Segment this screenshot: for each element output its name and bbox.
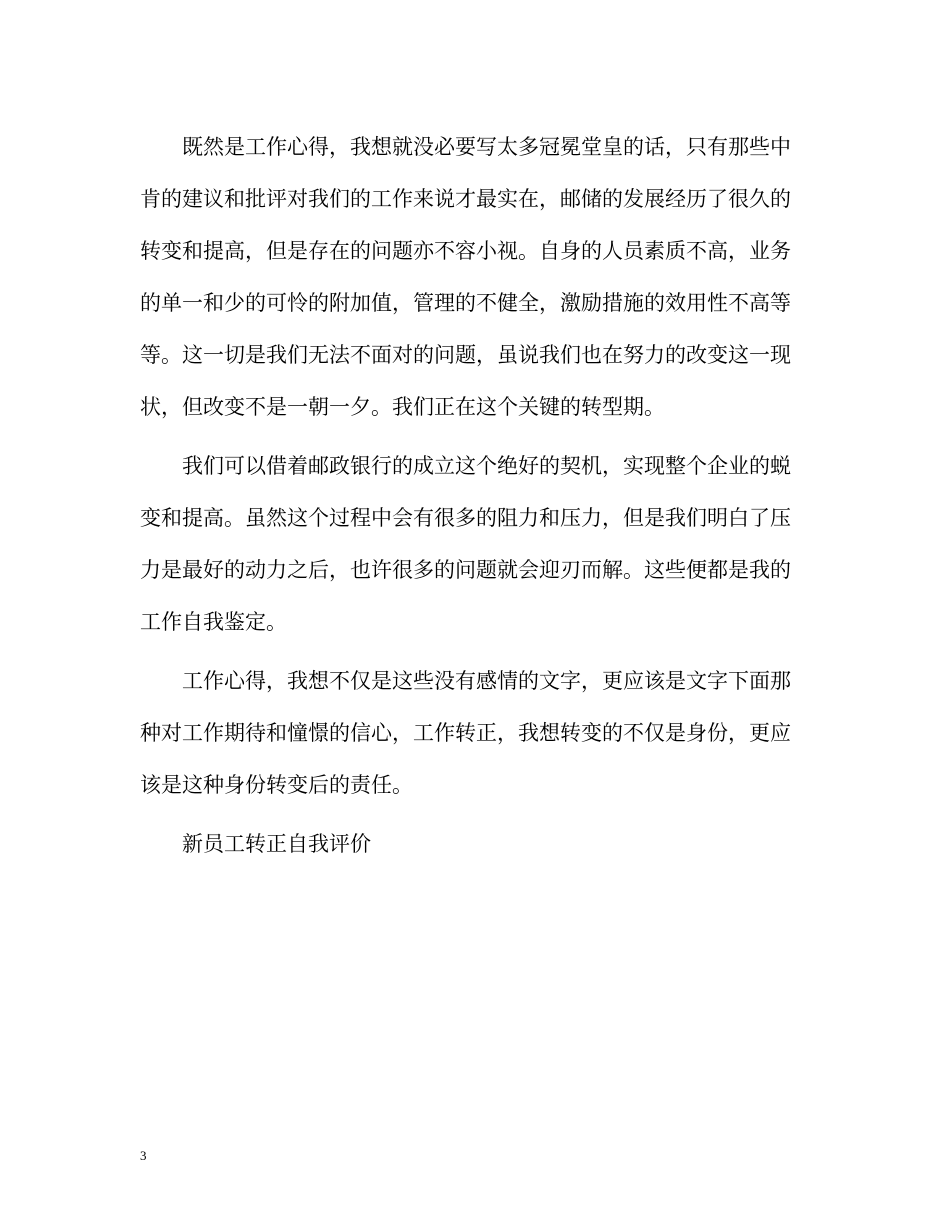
paragraph-line: 种对工作期待和憧憬的信心，工作转正，我想转变的不仅是身份，更应 [140,721,791,745]
paragraph-line: 既然是工作心得，我想就没必要写太多冠冕堂皇的话，只有那些中 [182,135,791,159]
paragraph-spacer [140,811,815,818]
page-number: 3 [140,1148,147,1163]
paragraph-line: 等。这一切是我们无法不面对的问题，虽说我们也在努力的改变这一现 [140,343,791,367]
paragraph-line: 该是这种身份转变后的责任。 [140,773,413,797]
paragraph-spacer [140,433,815,440]
paragraph-spacer [140,648,815,655]
document-body [140,121,815,870]
paragraph-2 [140,440,815,648]
paragraph-3 [140,655,815,811]
paragraph-line: 力是最好的动力之后，也许很多的问题就会迎刃而解。这些便都是我的 [140,558,791,582]
section-heading [140,818,815,870]
paragraph-line: 我们可以借着邮政银行的成立这个绝好的契机，实现整个企业的蜕 [182,454,791,478]
paragraph-line: 肯的建议和批评对我们的工作来说才最实在，邮储的发展经历了很久的 [140,187,791,211]
paragraph-line: 工作心得，我想不仅是这些没有感情的文字，更应该是文字下面那 [182,669,791,693]
paragraph-line: 的单一和少的可怜的附加值，管理的不健全，激励措施的效用性不高等 [140,291,791,315]
paragraph-line: 转变和提高，但是存在的问题亦不容小视。自身的人员素质不高，业务 [140,239,791,263]
heading-line: 新员工转正自我评价 [182,832,371,856]
paragraph-line: 工作自我鉴定。 [140,610,287,634]
paragraph-1 [140,121,815,433]
paragraph-line: 状，但改变不是一朝一夕。我们正在这个关键的转型期。 [140,395,665,419]
paragraph-line: 变和提高。虽然这个过程中会有很多的阻力和压力，但是我们明白了压 [140,506,791,530]
